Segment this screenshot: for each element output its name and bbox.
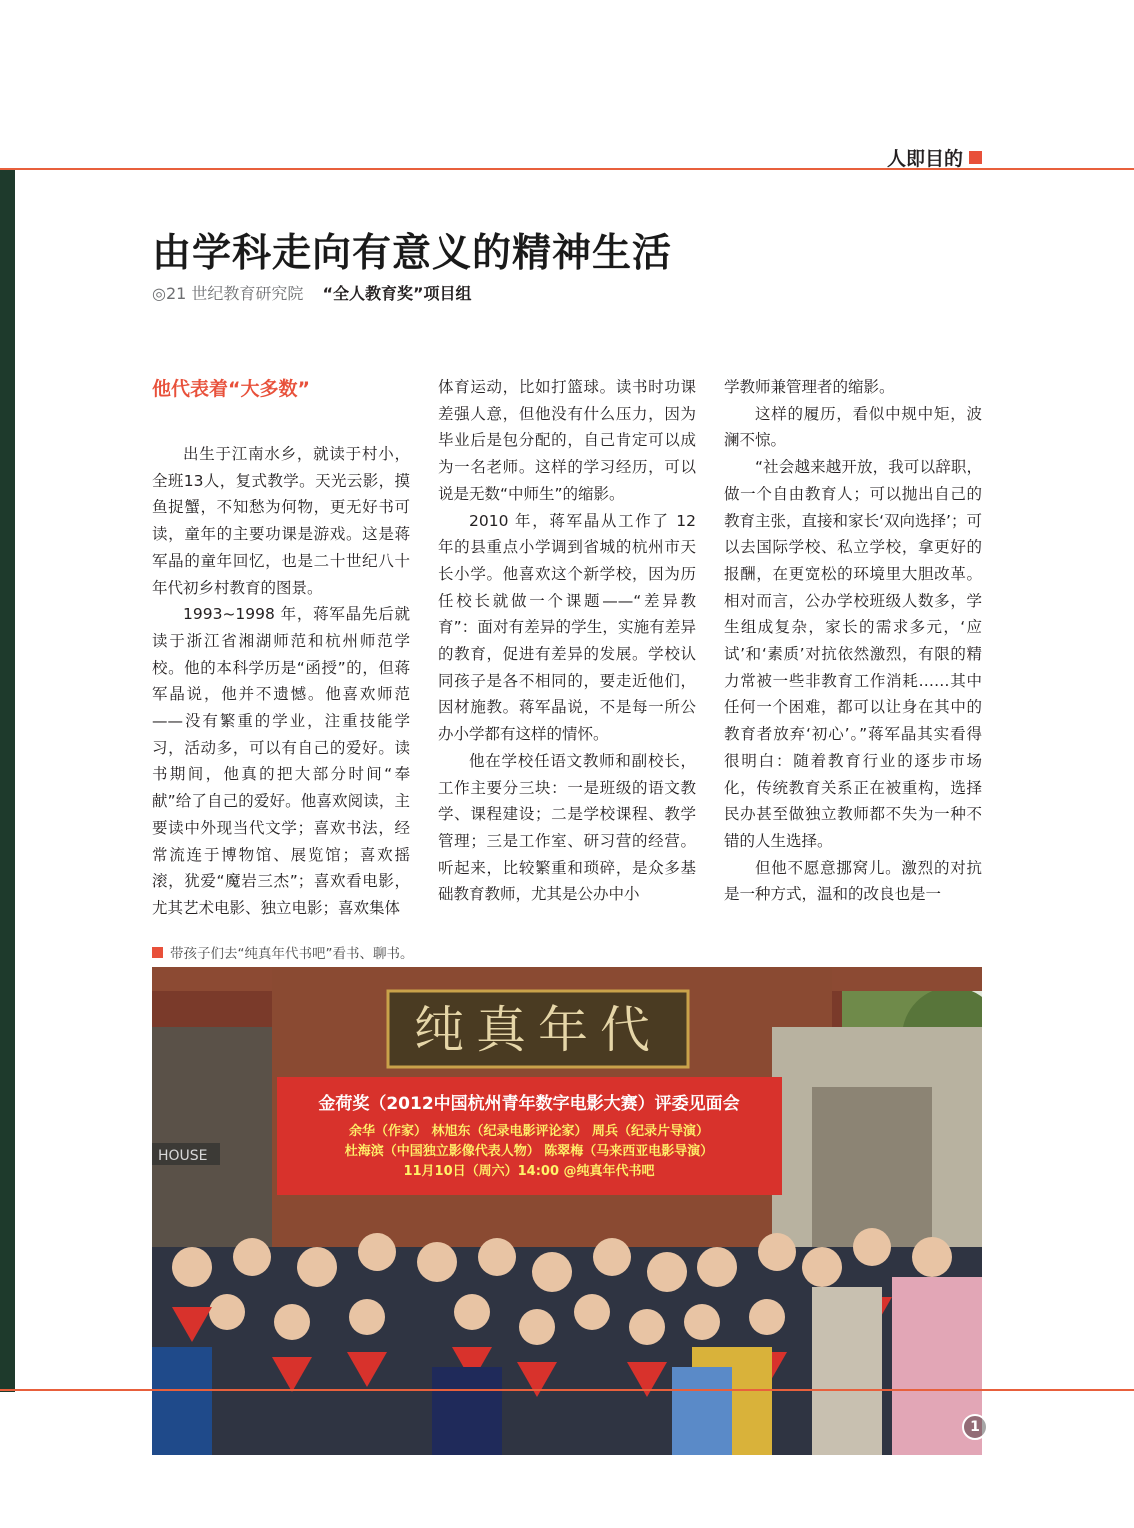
paragraph: 这样的履历，看似中规中矩，波澜不惊。 (724, 404, 982, 450)
paragraph: “社会越来越开放，我可以辞职，做一个自由教育人；可以抛出自己的教育主张，直接和家长‘双向选择’；可以去国际学校、私立学校，拿更好的报酬，在更宽松的环境里大胆改革。相对而言，公办学校班级人数多，学生组成复杂，家长的需求多元，‘应试’和‘素质’对抗依然激烈，有限的精力常被一些非教育工作消耗……其中任何一个困难，都可以让身在其中的教育者放弃‘初心’。”蒋军晶其实看得很明白：随着教育行业的逐步市场化，传统教育关系正在被重构，选择民办甚至做独立教师都不失为一种不错的人生选择。 (724, 458, 982, 850)
paragraph: 学教师兼管理者的缩影。 (724, 378, 895, 396)
paragraph: 1993~1998 年，蒋军晶先后就读于浙江省湘湖师范和杭州师范学校。他的本科学历是“函授”的，但蒋军晶说，他并不遗憾。他喜欢师范——没有繁重的学业，注重技能学习，活动多，可以有自己的爱好。读书期间，他真的把大部分时间“奉献”给了自己的爱好。他喜欢阅读，主要读中外现当代文学；喜欢书法，经常流连于博物馆、展览馆；喜欢摇滚，犹爱“魔岩三杰”；喜欢看电影，尤其艺术电影、独立电影；喜欢集体 (152, 605, 410, 917)
byline-org: ◎21 世纪教育研究院 (152, 284, 304, 303)
text-column-1 (152, 374, 410, 922)
house-sign: HOUSE (158, 1148, 208, 1164)
group-photo (152, 967, 982, 1455)
banner-line-2: 余华（作家） 林旭东（纪录电影评论家） 周兵（纪录片导演） (348, 1124, 710, 1139)
subhead: 他代表着“大多数” (152, 378, 310, 400)
byline (152, 281, 472, 304)
footer-rule (0, 1389, 1134, 1391)
byline-group: “全人教育奖”项目组 (322, 284, 472, 303)
paragraph: 2010 年，蒋军晶从工作了 12 年的县重点小学调到省城的杭州市天长小学。他喜欢这个新学校，因为历任校长就做一个课题——“差异教育”：面对有差异的学生，实施有差异的教育，促进有差异的发展。学校认同孩子是各不相同的，要走近他们，因材施教。蒋军晶说，不是每一所公办小学都有这样的情怀。 (438, 511, 696, 744)
left-accent-bar (0, 170, 15, 1392)
page-number: 1 (962, 1414, 988, 1440)
section-label-text: 人即目的 (886, 148, 963, 170)
paragraph: 但他不愿意挪窝儿。激烈的对抗是一种方式，温和的改良也是一 (724, 858, 982, 904)
banner-line-1: 金荷奖（2012中国杭州青年数字电影大赛）评委见面会 (318, 1094, 740, 1114)
paragraph: 他在学校任语文教师和副校长，工作主要分三块：一是班级的语文教学、课程建设；二是学校课程、教学管理；三是工作室、研习营的经营。听起来，比较繁重和琐碎，是众多基础教育教师，尤其是公办中小 (438, 751, 696, 904)
photo-caption (152, 942, 414, 962)
caption-square-icon (152, 947, 163, 958)
article-title: 由学科走向有意义的精神生活 (152, 231, 673, 276)
paragraph: 体育运动，比如打篮球。读书时功课差强人意，但他没有什么压力，因为毕业后是包分配的，自己肯定可以成为一名老师。这样的学习经历，可以说是无数“中师生”的缩影。 (438, 378, 696, 503)
section-square-icon (969, 151, 982, 164)
plaque-text: 纯真年代 (414, 1001, 662, 1059)
banner-line-3: 杜海滨（中国独立影像代表人物） 陈翠梅（马来西亚电影导演） (344, 1144, 714, 1159)
text-column-3 (724, 374, 982, 908)
section-label (887, 144, 982, 171)
paragraph: 出生于江南水乡，就读于村小，全班13人，复式教学。天光云影，摸鱼捉蟹，不知愁为何物，更无好书可读，童年的主要功课是游戏。这是蒋军晶的童年回忆，也是二十世纪八十年代初乡村教育的图景。 (152, 445, 410, 597)
banner-line-4: 11月10日（周六）14:00 @纯真年代书吧 (403, 1164, 655, 1179)
photo-caption-text: 带孩子们去“纯真年代书吧”看书、聊书。 (170, 946, 414, 962)
text-column-2 (438, 374, 696, 908)
